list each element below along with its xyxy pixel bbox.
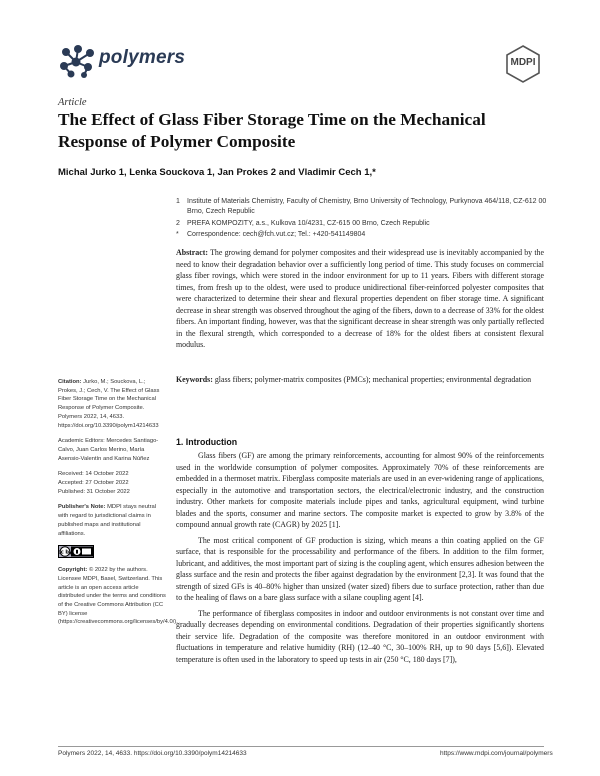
journal-name: polymers [99,47,186,68]
copyright-text: © 2022 by the authors. Licensee MDPI, Basel, Switzerland. This article is an open access article distributed under the terms and conditions of the Creative Commons Attribution (CC BY) license (https://creativecommons.org/licenses/by/4.0/). [58,567,178,626]
affiliation-text: PREFA KOMPOZITY, a.s., Kulkova 10/4231, CZ-615 00 Brno, Czech Republic [187,220,430,227]
affiliation-marker: * [176,231,179,238]
keywords-label: Keywords: [176,375,213,384]
polymers-logo-icon [58,44,98,78]
abstract [176,247,544,351]
academic-editors [58,437,166,463]
editors-label: Academic Editors: [58,438,105,445]
citation [58,378,166,430]
keywords [176,374,544,386]
abstract-text: The growing demand for polymer composites and their widespread use is inevitably accompanied by the need to know their degradation behavior over a sufficiently long period of time. This study focuses on commercial glass fiber rovings, which were stored in the indoor environment for up to 11 years. Fibers with different storage times, from fresh up to the oldest, were used to produce unidirectional fiber-reinforced polyester composites that were characterized to determine their shear and flexural properties dependent on fiber storage time. A significant decrease in shear strength was observed throughout the aging of the fibers, down to a decrease of 33% for the oldest fibers. An important finding, however, was that the significant decrease in shear strength was only partially reflected in the flexural strength, which corresponded to a decrease of 18% for the oldest fibers at consistent flexural modulus. [176,248,544,349]
publisher-note-label: Publisher's Note: [58,504,106,511]
editors-text: Mercedes Santiago-Calvo, Juan Carlos Merino, María Asensio-Valentín and Karina Núñez [58,438,159,462]
correspondence [176,230,556,240]
abstract-label: Abstract: [176,248,208,257]
citation-label: Citation: [58,379,82,385]
publisher-note-text: MDPI stays neutral with regard to jurisdictional claims in published maps and institutional affiliations. [58,504,157,537]
copyright-label: Copyright: [58,567,88,574]
author-list: Michal Jurko 1, Lenka Souckova 1, Jan Prokes 2 and Vladimir Cech 1,* [58,167,376,178]
cc-by-license-icon[interactable] [58,545,94,558]
section-heading-introduction: 1. Introduction [176,437,238,447]
article-type: Article [58,97,87,108]
article-title: The Effect of Glass Fiber Storage Time on the Mechanical Response of Polymer Composite [58,110,486,151]
publisher-note [58,503,166,538]
dates [58,470,166,496]
affiliation-marker: 2 [176,220,180,227]
affiliation-1 [176,197,556,217]
publisher-name: MDPI [510,57,536,68]
copyright [58,566,178,627]
published-date: Published: 31 October 2022 [58,488,130,495]
footer-citation[interactable]: Polymers 2022, 14, 4633. https://doi.org/10.3390/polym14214633 [58,750,247,757]
citation-text: Jurko, M.; Souckova, L.; Prokes, J.; Cech, V. The Effect of Glass Fiber Storage Time on the Mechanical Response of Polymer Composite. Polymers 2022, 14, 4633. https://doi.org/10.3390/polym14214633 [58,379,160,429]
paragraph: The performance of fiberglass composites in indoor and outdoor environments is not constant over time and gradually decreases depending on environmental conditions. Degradation of their properties significantly shortens their service life. Degradation of the composite was therefore monitored in an outdoor environment with fluctuations in temperature and relative humidity (RH) (12–40 °C, 30–100% RH, up to 90 days [5,6]). Elevated temperature is often used in the laboratory to speed up tests in air (250 °C, 180 days [7]), [176,608,544,664]
keywords-text: glass fibers; polymer-matrix composites (PMCs); mechanical properties; environmental degradation [214,375,532,384]
affiliation-text: Institute of Materials Chemistry, Faculty of Chemistry, Brno University of Technology, Purkynova 464/118, CZ-612 00 Brno, Czech Republic [187,198,547,215]
paragraph: The most critical component of GF production is sizing, which means a thin coating applied on the GF surface, that is responsible for the processability and performance of the fibers. In addition to the film former, lubricant, and additives, the most important part of sizing is the coupling agent, which ensures adhesion between the glass surface and the resin and protects the fiber against degradation by the environment [2,3]. It was found that the strength of sized GFs is 40–80% higher than unsized (water sized) fibers due to surface protection, rather than due to the healing of flaws on a bare glass surface with a silane coupling agent [4]. [176,535,544,602]
affiliation-2 [176,219,556,229]
introduction-body [176,450,544,669]
accepted-date: Accepted: 27 October 2022 [58,480,129,487]
affiliation-text: Correspondence: cech@fch.vut.cz; Tel.: +420-541149804 [187,231,366,238]
received-date: Received: 14 October 2022 [58,471,129,478]
affiliation-marker: 1 [176,198,180,205]
cc-badge-text: cc by [58,549,73,556]
footer-divider [58,746,544,747]
paragraph: Glass fibers (GF) are among the primary reinforcements, accounting for almost 90% of the reinforcements used in the worldwide consumption of polymer composites. Approximately 70% of these reinforcements are embedded in a thermoset matrix. Fiberglass composite materials are used in an ever-widening range of applications, especially in the automotive and transportation sectors, the electrical/electronic industry, and the construction industry. Other markets for composite materials include pipes and tanks, agricultural equipment, wind turbine blades and the sports, consumer and marine sectors. The composite market is expected to grow by 3.8% of the compound annual growth rate (CAGR) by 2025 [1]. [176,451,544,529]
sidebar [58,378,178,634]
footer-journal-url[interactable]: https://www.mdpi.com/journal/polymers [440,750,553,757]
